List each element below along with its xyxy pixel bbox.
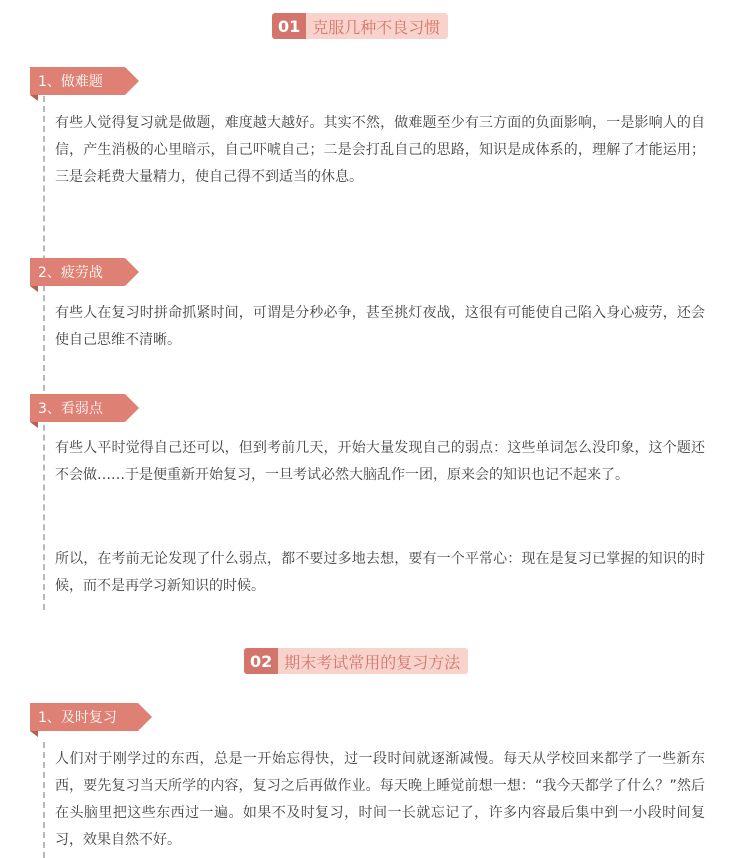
section-header-01 [272, 13, 448, 39]
paragraph: 有些人在复习时拼命抓紧时间，可谓是分秒必争，甚至挑灯夜战，这很有可能使自己陷入身心疲劳，还会使自己思维不清晰。 [55, 305, 705, 348]
tag-fold [30, 286, 38, 292]
tag-fold [30, 95, 38, 101]
item-tag-label: 2、疲劳战 [38, 265, 103, 281]
paragraph: 人们对于刚学过的东西，总是一开始忘得快，过一段时间就逐渐减慢。每天从学校回来都学了一些新东西，要先复习当天所学的内容，复习之后再做作业。每天晚上睡觉前想一想：“我今天都学了什么？”然后在头脑里把这些东西过一遍。如果不及时复习，时间一长就忘记了，许多内容最后集中到一小段时间复习，效果自然不好。 [55, 751, 705, 848]
tag-fold [30, 731, 38, 737]
item-tag-timely-review [30, 703, 138, 731]
item-tag-weakness [30, 394, 125, 422]
section-number: 02 [244, 648, 278, 674]
section-number: 01 [272, 13, 306, 39]
timeline-dashed-line [43, 96, 45, 610]
item-tag-label: 1、做难题 [38, 74, 103, 90]
paragraph: 有些人平时觉得自己还可以，但到考前几天，开始大量发现自己的弱点：这些单词怎么没印象，这个题还不会做……于是便重新开始复习，一旦考试必然大脑乱作一团，原来会的知识也记不起来了。 [55, 440, 705, 483]
tag-fold [30, 422, 38, 428]
paragraph: 有些人觉得复习就是做题，难度越大越好。其实不然，做难题至少有三方面的负面影响，一是影响人的自信，产生消极的心里暗示，自己吓唬自己；二是会打乱自己的思路，知识是成体系的，理解了才能运用；三是会耗费大量精力，使自己得不到适当的休息。 [55, 115, 705, 185]
section-title: 期末考试常用的复习方法 [278, 648, 468, 674]
section-header-02 [244, 648, 468, 674]
item-tag-fatigue [30, 258, 125, 286]
section-title: 克服几种不良习惯 [306, 13, 448, 39]
item-tag-label: 1、及时复习 [38, 710, 117, 726]
item-tag-hard-problems [30, 67, 125, 95]
paragraph: 所以，在考前无论发现了什么弱点，都不要过多地去想，要有一个平常心：现在是复习已掌握的知识的时候，而不是再学习新知识的时候。 [55, 551, 705, 594]
item-tag-label: 3、看弱点 [38, 401, 103, 417]
timeline-dashed-line [43, 742, 45, 858]
